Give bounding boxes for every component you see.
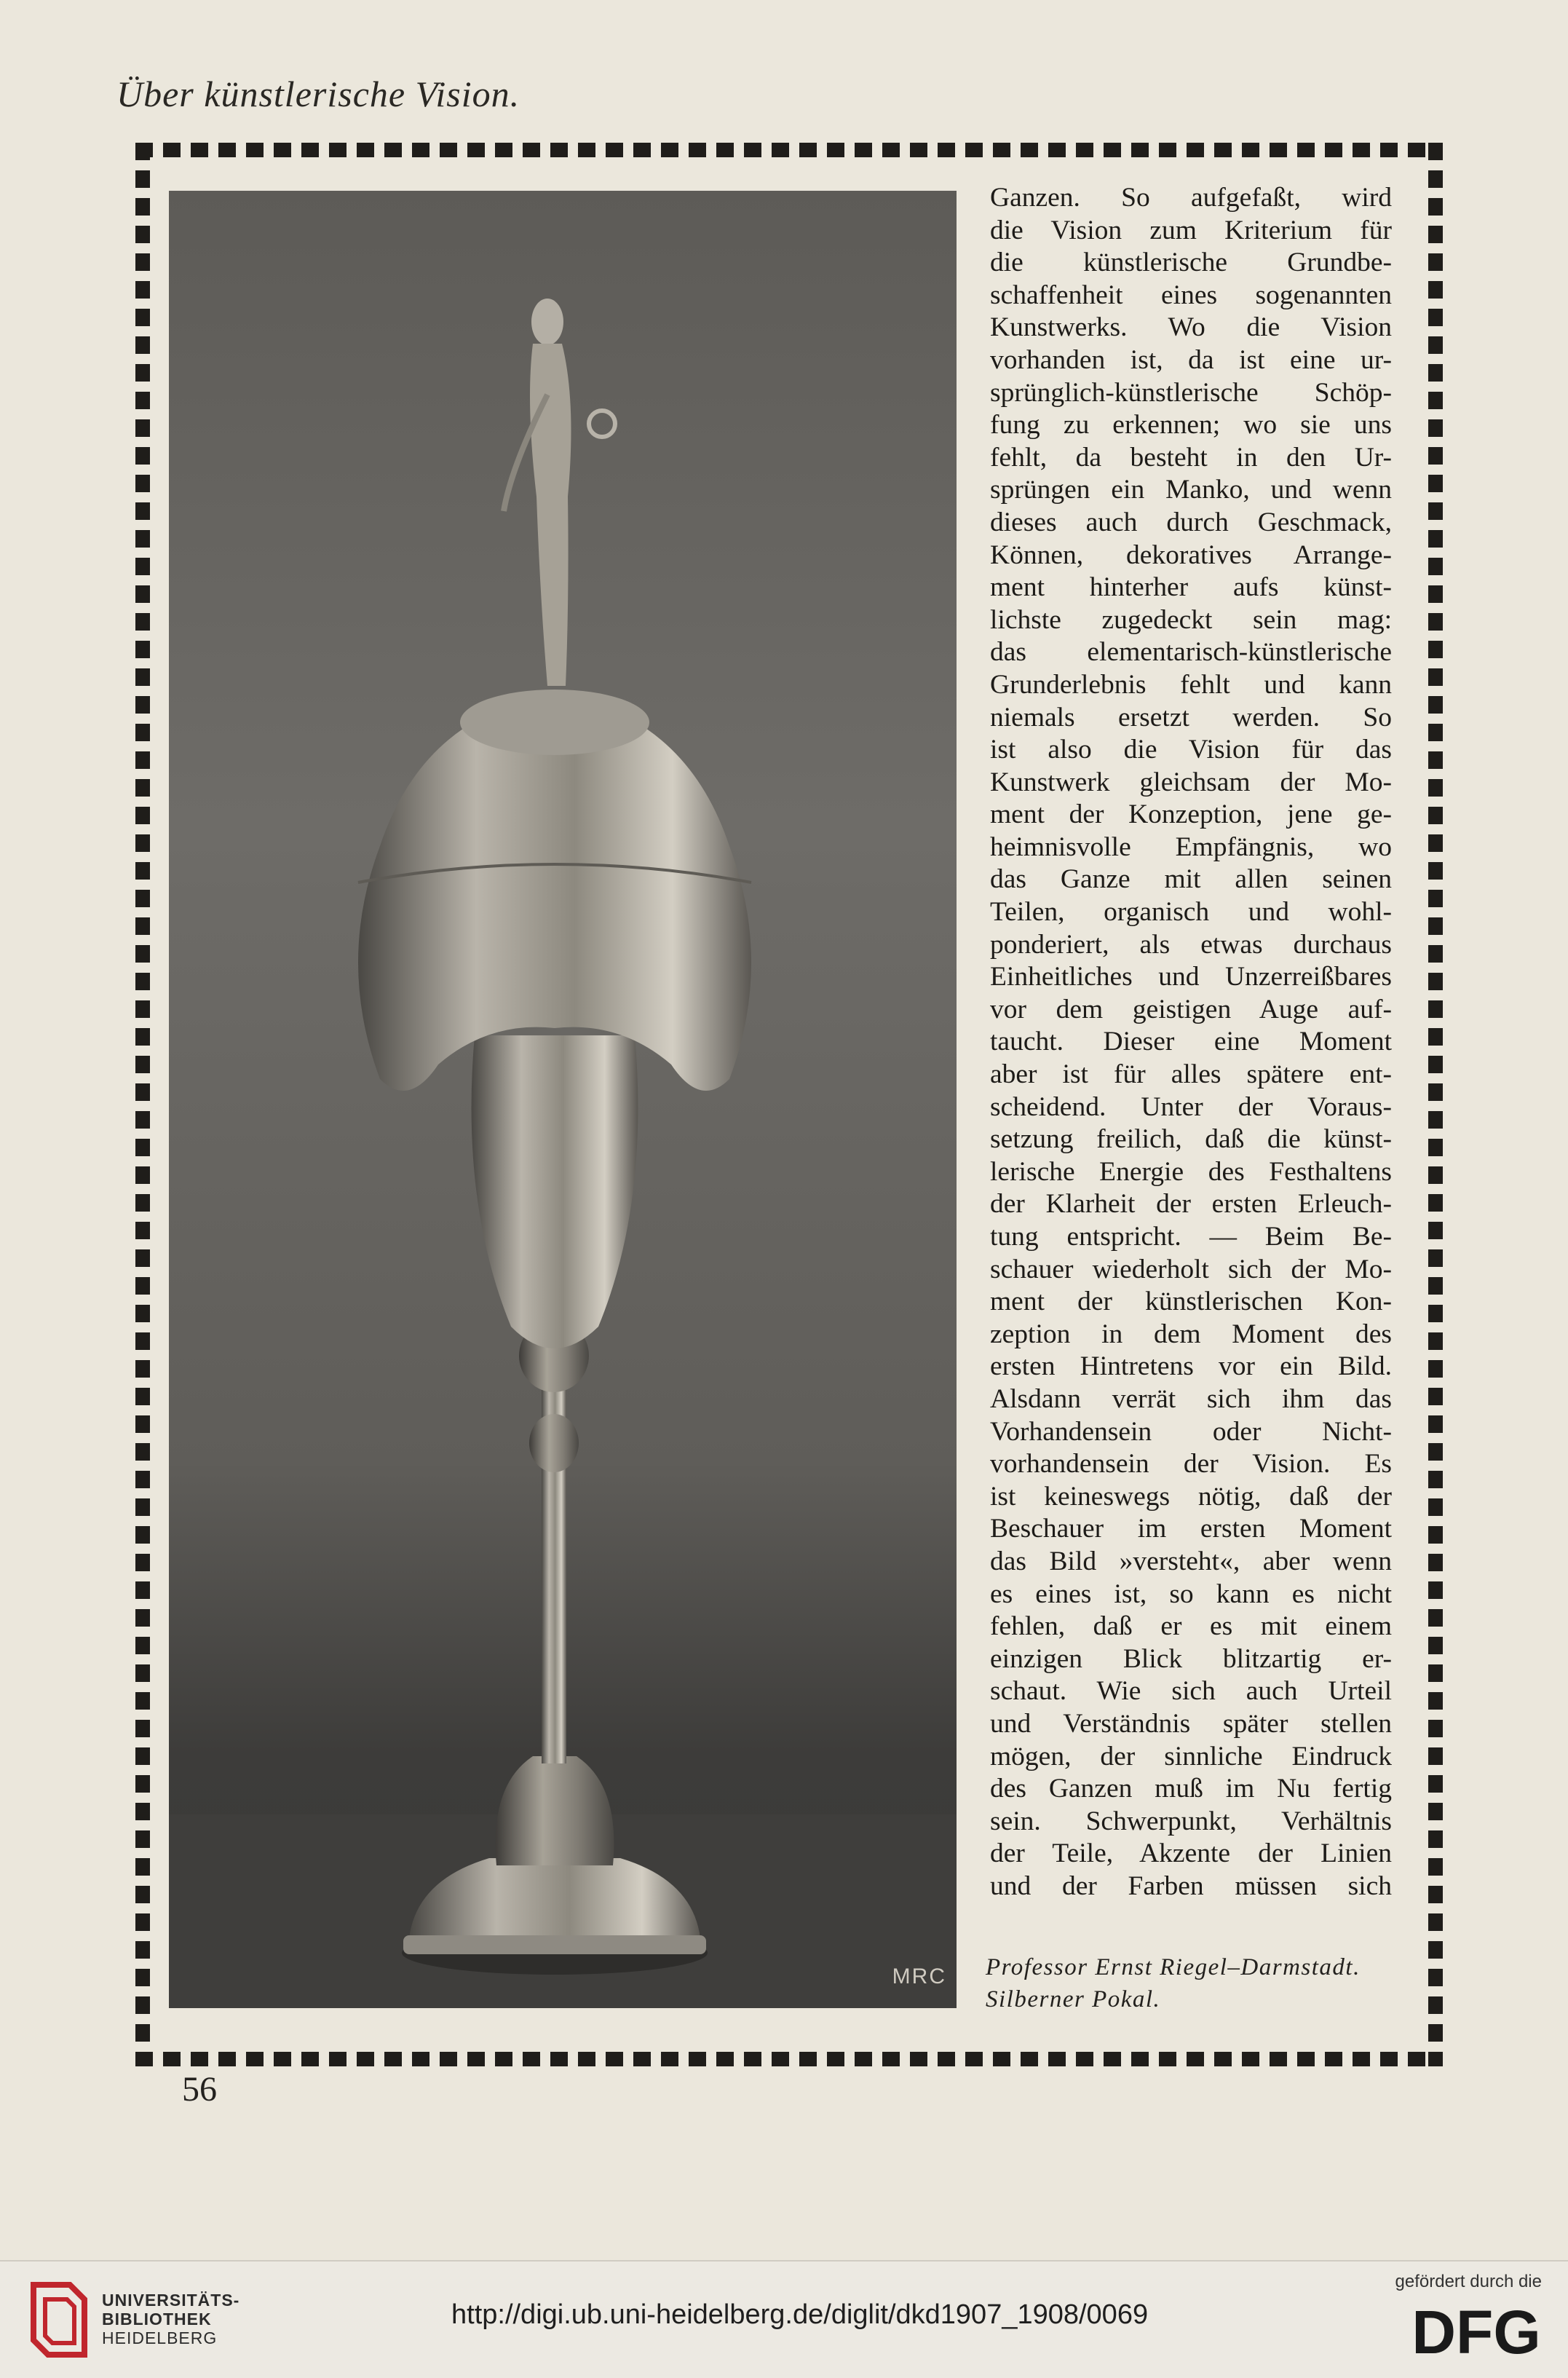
- body-text-line: heimnisvolle Empfängnis, wo: [990, 831, 1392, 862]
- frame-bottom-border: [135, 2052, 1443, 2066]
- body-text-line: einzigen Blick blitzartig er-: [990, 1643, 1392, 1674]
- body-text-line: Alsdann verrät sich ihm das: [990, 1383, 1392, 1414]
- body-text-line: fehlt, da besteht in den Ur-: [990, 442, 1392, 473]
- body-text-line: ponderiert, als etwas durchaus: [990, 929, 1392, 960]
- body-text-line: sprünglich-künstlerische Schöp-: [990, 377, 1392, 408]
- body-text-line: ment der Konzeption, jene ge-: [990, 799, 1392, 830]
- source-url-link[interactable]: http://digi.ub.uni-heidelberg.de/diglit/dkd1907_1908/0069: [451, 2299, 1149, 2330]
- dfg-logo-text: DFG: [1411, 2298, 1541, 2362]
- body-text-line: die künstlerische Grundbe-: [990, 248, 1392, 278]
- plate-monogram: MRC: [892, 1964, 946, 1988]
- body-text-line: der Teile, Akzente der Linien: [990, 1838, 1392, 1869]
- body-text-line: die Vision zum Kriterium für: [990, 215, 1392, 245]
- body-text-line: und Verständnis später stellen: [990, 1708, 1392, 1739]
- body-text-line: taucht. Dieser eine Moment: [990, 1027, 1392, 1057]
- body-text-line: vorhanden ist, da ist eine ur-: [990, 344, 1392, 375]
- body-text-line: ment hinterher aufs künst-: [990, 572, 1392, 603]
- caption-line-1: Professor Ernst Riegel–Darmstadt.: [986, 1954, 1361, 1980]
- heidelberg-library-logo-icon: [26, 2278, 92, 2362]
- body-text-line: vor dem geistigen Auge auf-: [990, 994, 1392, 1024]
- body-text-line: schaut. Wie sich auch Urteil: [990, 1676, 1392, 1707]
- body-text-line: schauer wiederholt sich der Mo-: [990, 1254, 1392, 1284]
- body-text-line: der Klarheit der ersten Erleuch-: [990, 1189, 1392, 1220]
- body-text-line: Vorhandensein oder Nicht-: [990, 1416, 1392, 1447]
- frame-left-border: [135, 143, 150, 2066]
- figure-caption: [986, 1951, 1361, 2015]
- body-text-line: ersten Hintretens vor ein Bild.: [990, 1351, 1392, 1382]
- page-number: 56: [182, 2070, 217, 2109]
- body-text-line: sein. Schwerpunkt, Verhältnis: [990, 1806, 1392, 1836]
- body-text-line: lichste zugedeckt sein mag:: [990, 604, 1392, 635]
- body-text-line: scheidend. Unter der Voraus-: [990, 1091, 1392, 1122]
- body-text-line: ist also die Vision für das: [990, 735, 1392, 765]
- body-text-line: Teilen, organisch und wohl-: [990, 897, 1392, 928]
- library-name: [102, 2291, 239, 2347]
- body-text-line: fung zu erkennen; wo sie uns: [990, 410, 1392, 441]
- body-text-line: setzung freilich, daß die künst-: [990, 1124, 1392, 1155]
- body-text-line: Ganzen. So aufgefaßt, wird: [990, 183, 1392, 213]
- body-text-line: vorhandensein der Vision. Es: [990, 1449, 1392, 1480]
- body-text-line: Kunstwerks. Wo die Vision: [990, 312, 1392, 343]
- digitization-footer: [0, 2260, 1568, 2378]
- body-text-column: [990, 182, 1392, 1903]
- running-head: Über künstlerische Vision.: [116, 74, 520, 114]
- dfg-logo-icon: [1411, 2296, 1542, 2362]
- body-text-line: tung entspricht. — Beim Be-: [990, 1222, 1392, 1252]
- body-text-line: schaffenheit eines sogenannten: [990, 280, 1392, 310]
- body-text-line: ist keineswegs nötig, daß der: [990, 1481, 1392, 1512]
- body-text-line: ment der künstlerischen Kon-: [990, 1287, 1392, 1317]
- body-text-line: sprüngen ein Manko, und wenn: [990, 475, 1392, 505]
- body-text-line: des Ganzen muß im Nu fertig: [990, 1774, 1392, 1804]
- body-text-line: Können, dekoratives Arrange-: [990, 540, 1392, 570]
- frame-top-border: [135, 143, 1443, 157]
- body-text-line: niemals ersetzt werden. So: [990, 702, 1392, 732]
- body-text-line: dieses auch durch Geschmack,: [990, 507, 1392, 537]
- body-text-line: mögen, der sinnliche Eindruck: [990, 1741, 1392, 1771]
- body-text-line: das Bild »versteht«, aber wenn: [990, 1546, 1392, 1576]
- body-text-line: fehlen, daß er es mit einem: [990, 1611, 1392, 1642]
- goblet-photograph: [169, 191, 957, 2008]
- goblet-illustration: [169, 191, 957, 2008]
- body-text-line: lerische Energie des Festhaltens: [990, 1156, 1392, 1187]
- frame-right-border: [1428, 143, 1443, 2066]
- body-text-line: zeption in dem Moment des: [990, 1319, 1392, 1349]
- caption-line-2: Silberner Pokal.: [986, 1986, 1161, 2012]
- body-text-line: und der Farben müssen sich: [990, 1871, 1392, 1901]
- body-text-line: Kunstwerk gleichsam der Mo-: [990, 767, 1392, 797]
- body-text-line: Beschauer im ersten Moment: [990, 1514, 1392, 1544]
- body-text-line: aber ist für alles spätere ent-: [990, 1059, 1392, 1090]
- library-name-line-2: BIBLIOTHEK: [102, 2310, 212, 2328]
- library-name-line-3: HEIDELBERG: [102, 2328, 218, 2347]
- library-name-line-1: UNIVERSITÄTS-: [102, 2291, 240, 2310]
- funder-label: gefördert durch die: [1395, 2272, 1542, 2291]
- body-text-line: das Ganze mit allen seinen: [990, 864, 1392, 895]
- body-text-line: Einheitliches und Unzerreißbares: [990, 962, 1392, 992]
- body-text-line: Grunderlebnis fehlt und kann: [990, 669, 1392, 700]
- body-text-line: es eines ist, so kann es nicht: [990, 1579, 1392, 1609]
- body-text-line: das elementarisch-künstlerische: [990, 637, 1392, 668]
